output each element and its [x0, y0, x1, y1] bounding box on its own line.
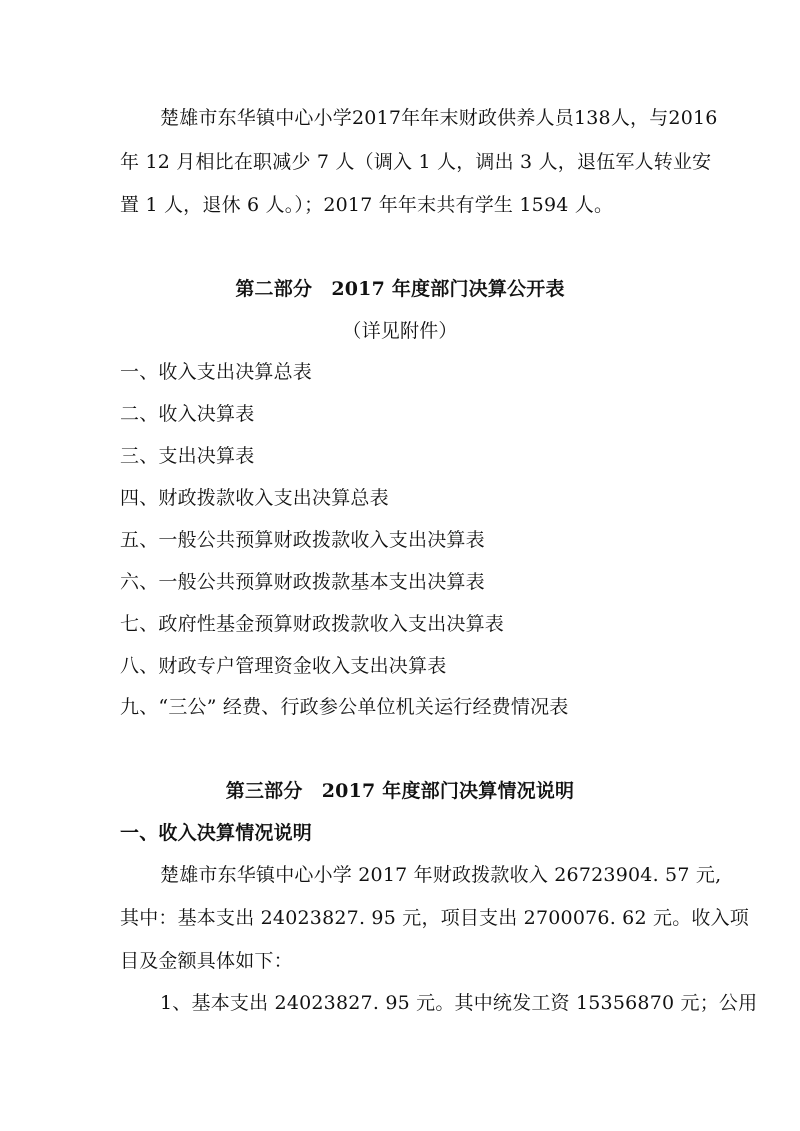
intro-line-3: 置 1 人，退休 6 人。）；2017 年年末共有学生 1594 人。 [120, 194, 614, 216]
para2-line-1: 1、基本支出 24023827. 95 元。其中统发工资 15356870 元；公用 [160, 992, 758, 1014]
part2-item: 六、一般公共预算财政拨款基本支出决算表 [120, 571, 485, 593]
part2-item: 七、政府性基金预算财政拨款收入支出决算表 [120, 613, 505, 635]
part2-item: 八、财政专户管理资金收入支出决算表 [120, 655, 447, 677]
part2-item: 三、支出决算表 [120, 445, 255, 467]
part3-title: 第三部分 2017 年度部门决算情况说明 [225, 780, 575, 802]
section-heading-income: 一、收入决算情况说明 [120, 822, 313, 844]
para1-line-2: 其中：基本支出 24023827. 95 元，项目支出 2700076. 62 元。收入项 [120, 907, 749, 929]
intro-line-2: 年 12 月相比在职减少 7 人（调入 1 人，调出 3 人，退伍军人转业安 [120, 151, 712, 173]
part2-item: 一、收入支出决算总表 [120, 361, 313, 383]
intro-line-1: 楚雄市东华镇中心小学2017年年末财政供养人员138人，与2016 [160, 107, 718, 129]
part2-item: 二、收入决算表 [120, 403, 255, 425]
part2-item: 五、一般公共预算财政拨款收入支出决算表 [120, 529, 485, 551]
para1-line-1: 楚雄市东华镇中心小学 2017 年财政拨款收入 26723904. 57 元, [160, 864, 722, 886]
para1-line-3: 目及金额具体如下： [120, 950, 293, 972]
part2-item: 四、财政拨款收入支出决算总表 [120, 487, 389, 509]
part2-subtitle: （详见附件） [342, 320, 458, 342]
part2-title: 第二部分 2017 年度部门决算公开表 [235, 278, 565, 300]
part2-item: 九、“三公” 经费、行政参公单位机关运行经费情况表 [120, 696, 569, 718]
